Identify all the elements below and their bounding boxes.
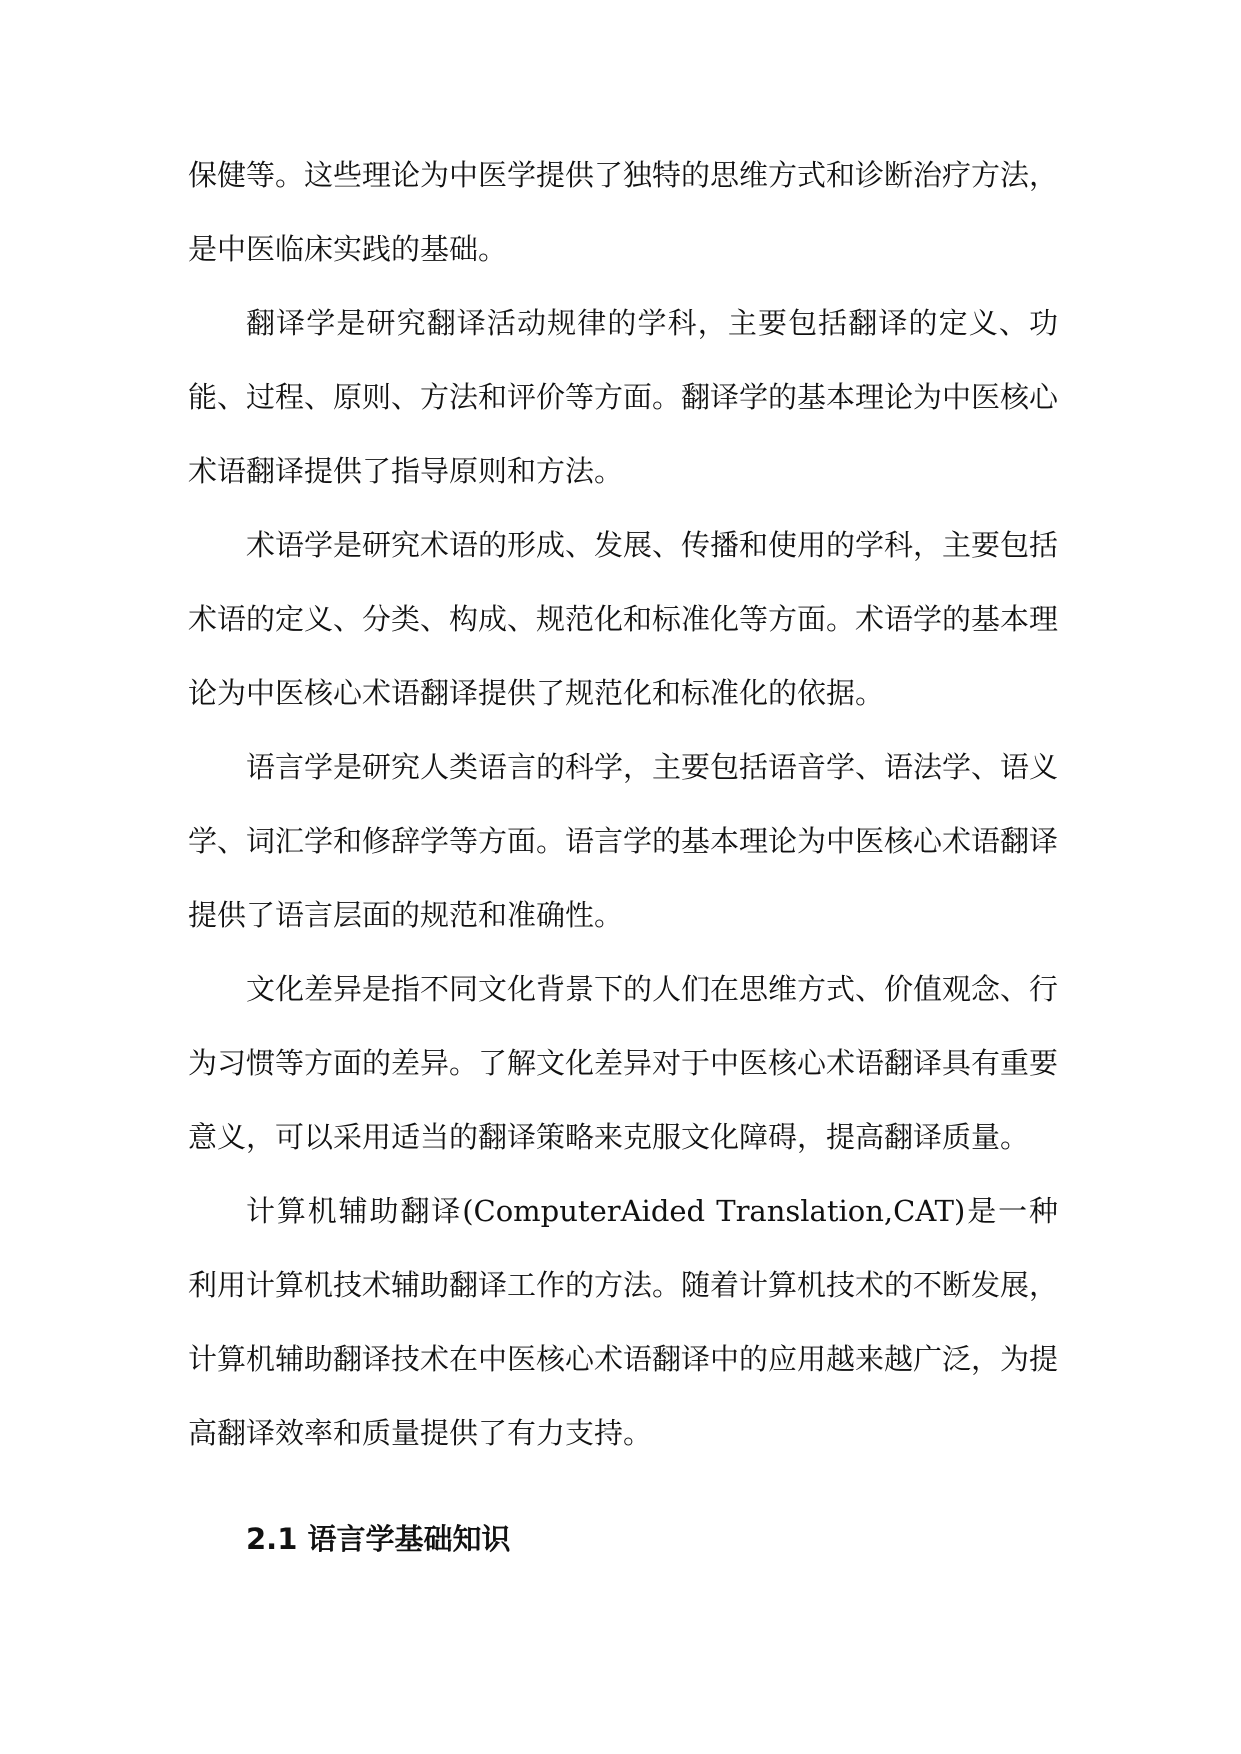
paragraph-2: 翻译学是研究翻译活动规律的学科，主要包括翻译的定义、功能、过程、原则、方法和评价等方面。翻译学的基本理论为中医核心术语翻译提供了指导原则和方法。 xyxy=(188,306,1059,488)
body-text xyxy=(188,138,1058,1576)
paragraph-6: 计算机辅助翻译(ComputerAided Translation,CAT)是一种利用计算机技术辅助翻译工作的方法。随着计算机技术的不断发展，计算机辅助翻译技术在中医核心术语翻译中的应用越来越广泛，为提高翻译效率和质量提供了有力支持。 xyxy=(188,1194,1059,1450)
section-heading: 2.1 语言学基础知识 xyxy=(246,1522,511,1556)
paragraph-3: 术语学是研究术语的形成、发展、传播和使用的学科，主要包括术语的定义、分类、构成、规范化和标准化等方面。术语学的基本理论为中医核心术语翻译提供了规范化和标准化的依据。 xyxy=(188,528,1059,710)
paragraph-4: 语言学是研究人类语言的科学，主要包括语音学、语法学、语义学、词汇学和修辞学等方面。语言学的基本理论为中医核心术语翻译提供了语言层面的规范和准确性。 xyxy=(188,750,1059,932)
paragraph-5: 文化差异是指不同文化背景下的人们在思维方式、价值观念、行为习惯等方面的差异。了解文化差异对于中医核心术语翻译具有重要意义，可以采用适当的翻译策略来克服文化障碍，提高翻译质量。 xyxy=(188,972,1059,1154)
paragraph-1: 保健等。这些理论为中医学提供了独特的思维方式和诊断治疗方法，是中医临床实践的基础。 xyxy=(188,158,1059,266)
